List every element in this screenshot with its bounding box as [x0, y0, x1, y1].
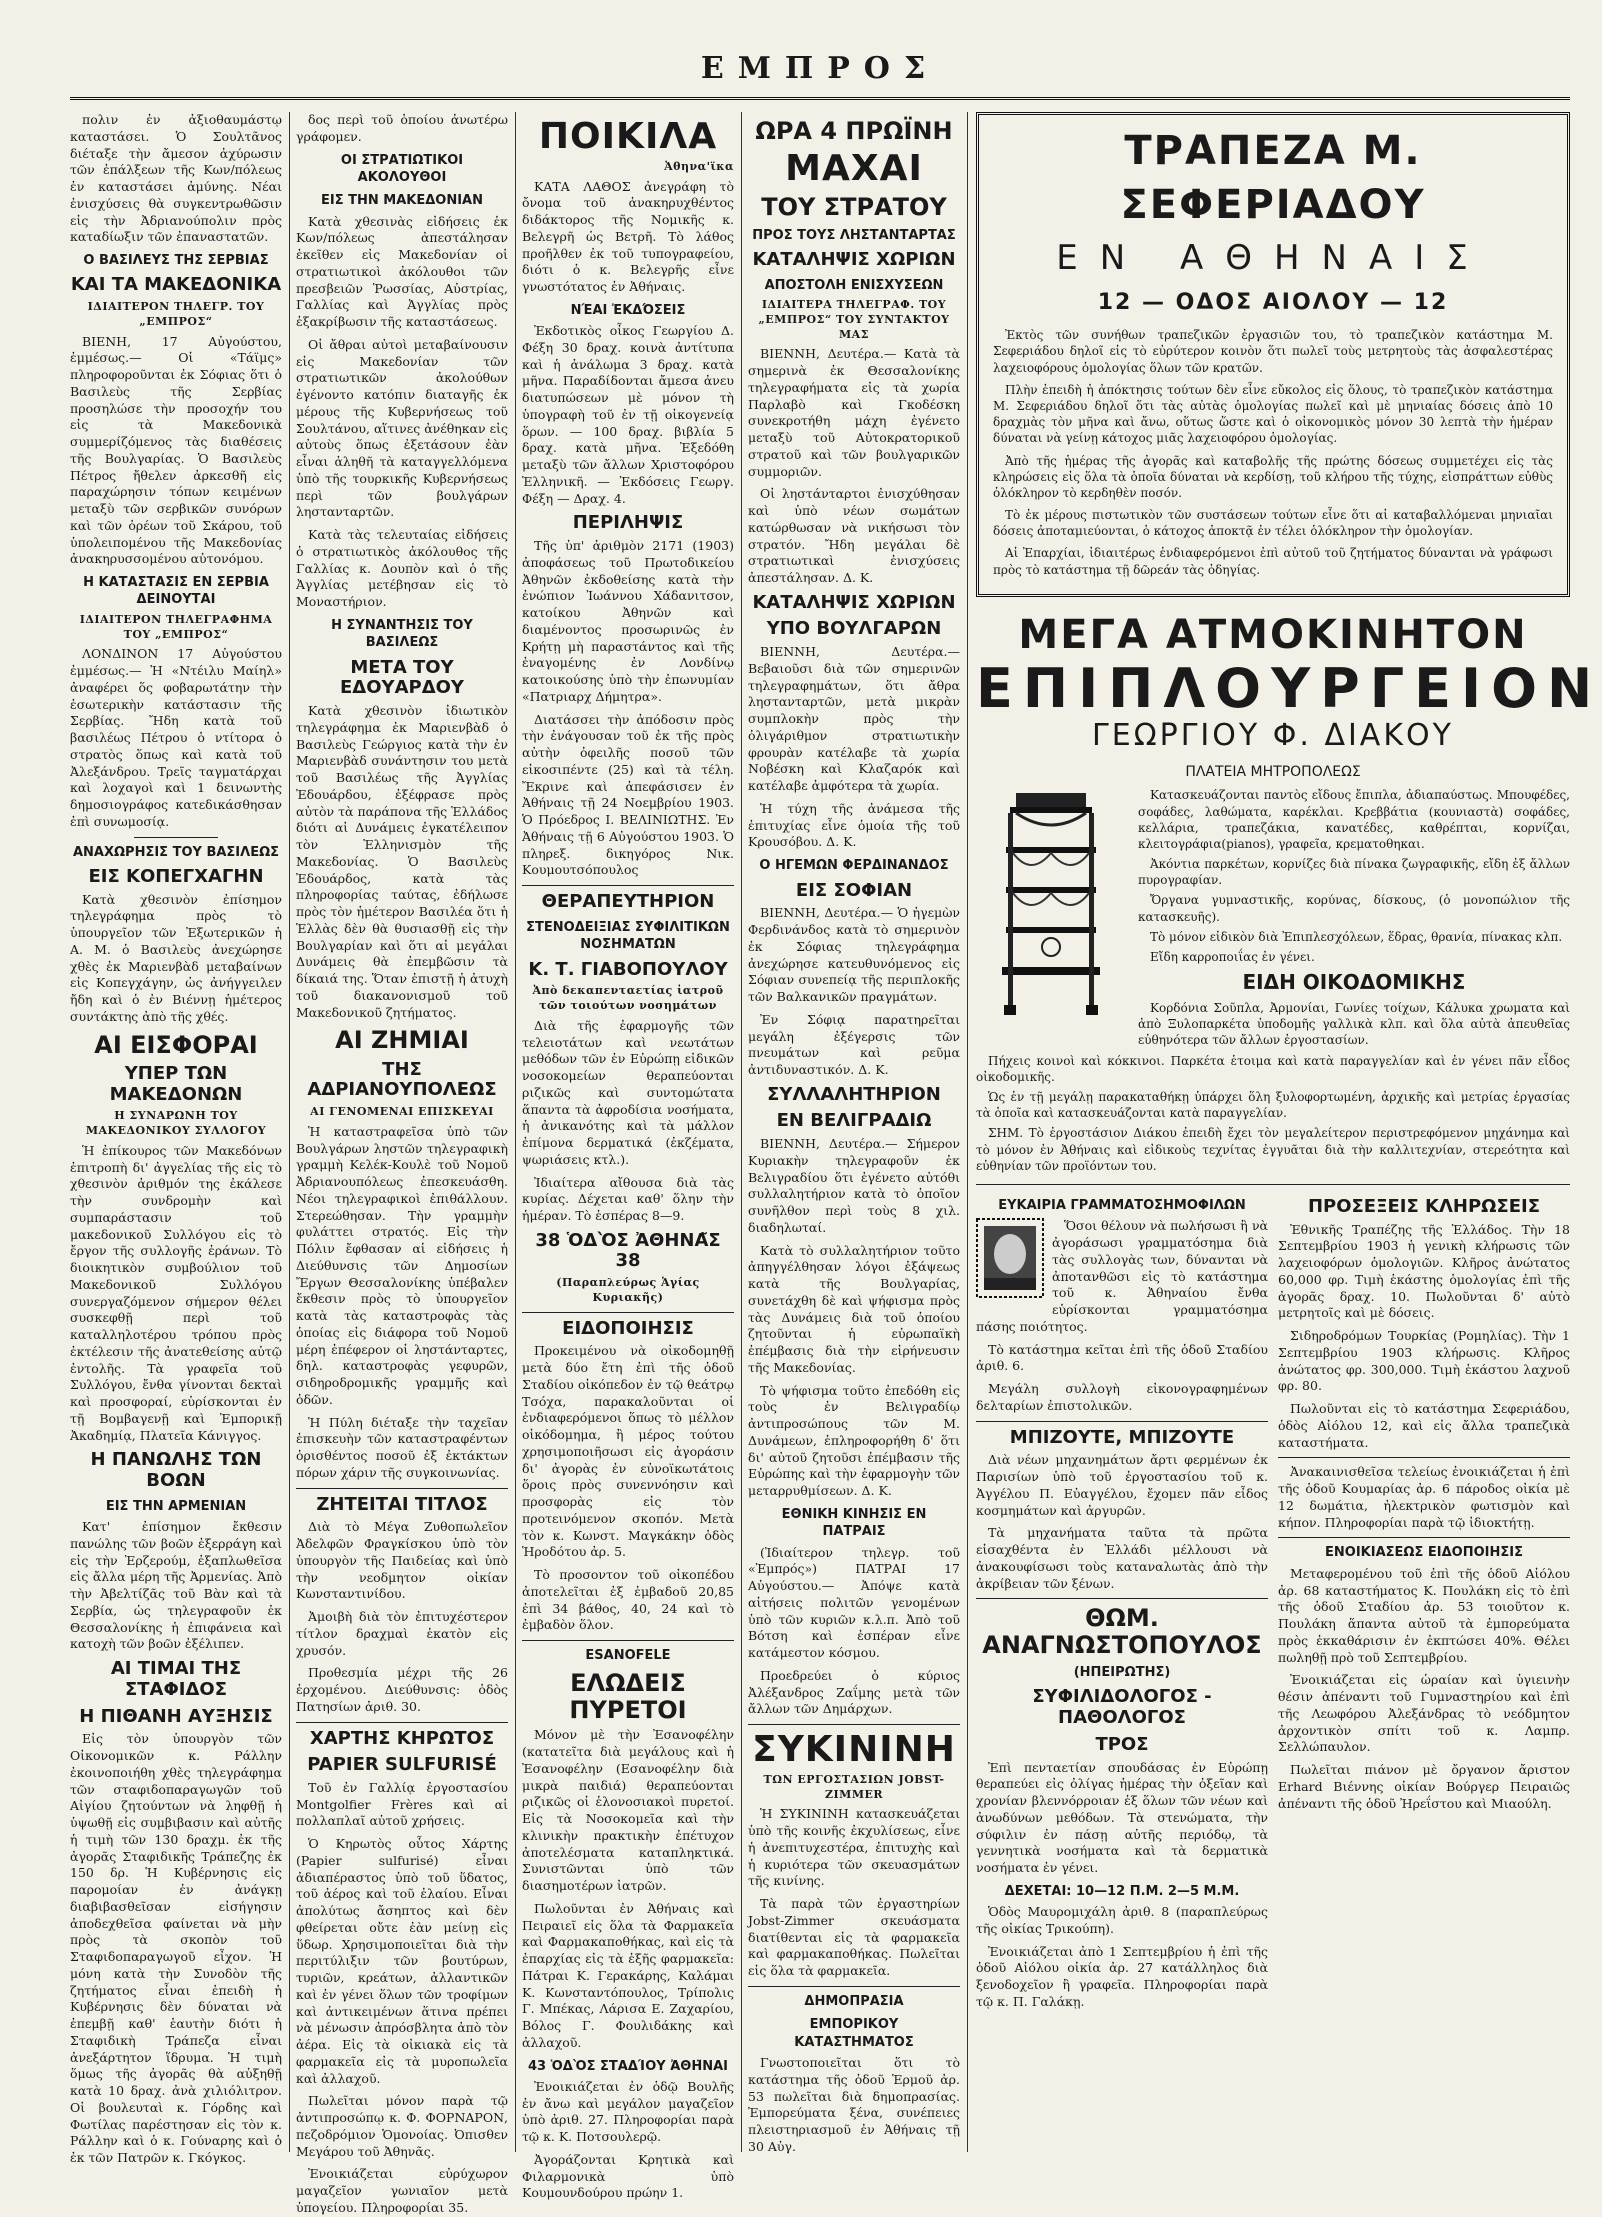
headline: ΠΟΙΚΙΛΑ	[538, 116, 718, 157]
headline: Η ΣΥΝΑΝΤΗΣΙΣ ΤΟΥ ΒΑΣΙΛΕΩΣ	[331, 617, 473, 651]
headline: ΕΝΟΙΚΙΑΣΕΩΣ ΕΙΔΟΠΟΙΗΣΙΣ	[1325, 1545, 1523, 1561]
headline: ΔΗΜΟΠΡΑΣΙΑ	[804, 1993, 904, 2009]
ad-text: Ἀνακαινισθεῖσα τελείως ἐνοικιάζεται ἡ ἐπὶ τῆς ὁδοῦ Κουμαρίας ἀρ. 6 πάροδος οἰκία μὲ 12 δωμάτια, ἠλεκτρικὸν φωτισμὸν καὶ κήπον. Πληροφορίαι παρὰ τῷ ἰδιοκτήτῃ.	[1278, 1464, 1570, 1530]
headline: ΜΑΧΑΙ	[785, 148, 923, 190]
article-text: ΒΙΕΝΝΗ, Δευτέρα.— Βεβαιοῦσι διὰ τῶν σημερινῶν τηλεγραφημάτων, ὅτι ἄθρα ληστανταρτῶν, μετὰ μικρὰν συμπλοκὴν πρὸς τὴν ὀλιγάριθμον στρατιωτικὴν φρουρὰν κατέλαβε τὰ χωρία Νοβέσκη καὶ Κλαζαρόκ καὶ κατέλαβε ἀμφότερα τὰ χωρία.	[748, 644, 960, 794]
office-hours: ΔΕΧΕΤΑΙ: 10—12 Π.Μ. 2—5 Μ.Μ.	[1004, 1883, 1240, 1899]
headline: ΕΥΚΑΙΡΙΑ ΓΡΑΜΜΑΤΟΣΗΜΟΦΙΛΩΝ	[998, 1197, 1246, 1213]
ad-text: Ἐνοικιάζεται ἀπὸ 1 Σεπτεμβρίου ἡ ἐπὶ τῆς ὁδοῦ Αἰόλου οἰκία ἀρ. 27 κατάλληλος διὰ ξενοδοχεῖον ἢ γραφεῖα. Πληροφορίαι παρὰ τῷ κ. Π. Γαλάκῃ.	[976, 1943, 1268, 2009]
headline: ΜΕΤΑ ΤΟΥ ΕΔΟΥΑΡΔΟΥ	[340, 656, 464, 699]
article-text: Οἱ ληστάνταρτοι ἐνισχύθησαν καὶ ὑπὸ νέων σωμάτων κατώρθωσαν νὰ νικήσωσι τὸν στρατόν. Ἤδη μεγάλαι δὲ στρατιωτικαὶ ἐνισχύσεις ἀπεστάλησαν. Δ. Κ.	[748, 486, 960, 586]
ad-text: Ὄργανα γυμναστικῆς, κορύνας, δίσκους, (ὁ μονοπώλιον τῆς κατασκευῆς).	[1138, 893, 1570, 924]
divider	[976, 1421, 1268, 1422]
headline: ΕΛΩΔΕΙΣ ΠΥΡΕΤΟΙ	[569, 1669, 687, 1724]
ad-text: Προθεσμία μέχρι τῆς 26 ἐρχομένου. Διεύθυνσις: ὁδὸς Πατησίων ἀριθ. 30.	[296, 1665, 508, 1714]
article-text: Τῆς ὑπ' ἀριθμὸν 2171 (1903) ἀποφάσεως τοῦ Πρωτοδικείου Ἀθηνῶν ἐκδοθείσης κατὰ τὴν ἐνώπιον Ἰωάννου Χάδανιτσον, κατοίκου Ἀθηνῶν καὶ διαμένοντος προσωρινῶς ἐν Κρήτῃ μὴ παραστάντος καὶ τῆς ἐναγομένης ἐν Λονδίνῳ κατοικούσης ὑπὸ τὴν ἐπωνυμίαν «Πατριαρχ Δήμητρα».	[522, 538, 734, 704]
ads-left	[976, 1191, 1268, 2017]
ad-text: Τοῦ ἐν Γαλλίᾳ ἐργοστασίου Montgolfier Frères καὶ αἱ πολλαπλαῖ αὐτοῦ χρήσεις.	[296, 1779, 508, 1829]
headline: ΘΩΜ. ΑΝΑΓΝΩΣΤΟΠΟΥΛΟΣ	[982, 1604, 1262, 1659]
headline: Η ΚΑΤΑΣΤΑΣΙΣ ΕΝ ΣΕΡΒΙΑ ΔΕΙΝΟΥΤΑΙ	[83, 575, 269, 608]
article-text: ΛΟΝΔΙΝΟΝ 17 Αὐγούστου ἐμμέσως.— Ἡ «Ντέιλυ Μαίηλ» ἀναφέρει ὅς φοβαρωτάτην τὴν ἐσωτερικὴν κατάστασιν τῆς Σερβίας. Ἤδη κατὰ τοῦ βασιλέως Πέτρου ὁ ντίτορα ὁ στρατὸς ὅπως καὶ κατὰ τοῦ Ἀλεξάνδρου. Τρεῖς ταγματάρχαι καὶ λοχαγοὶ καὶ 1 δεινωντὴς δημοσιογράφος κατεδικάσθησαν ἐπὶ συνωμοσίᾳ.	[70, 646, 282, 829]
article-text: Διατάσσει τὴν ἀπόδοσιν πρὸς τὴν ἐνάγουσαν τοῦ ἐκ τῆς πρὸς αὐτὴν ὀφειλῆς ποσοῦ τῶν εἰκοσιπέντε (25) καὶ τὰ τέλη. Ἔκρινε καὶ ἀπεφάσισεν ἐν Ἀθήναις τῇ 24 Νοεμβρίου 1903. Ὁ Πρόεδρος Ι. ΒΕΛΙΝΙΩΤΗΣ. Ἐν Ἀθήναις τῇ 6 Αὐγούστου 1903. Ὁ πληρεξ. δικηγόρος Νικ. Κουμουτσόπουλος	[522, 711, 734, 878]
subheading: ΙΔΙΑΙΤΕΡΟΝ ΤΗΛΕΓΡΑΦΗΜΑ ΤΟΥ „ΕΜΠΡΟΣ“	[79, 612, 273, 641]
column-rule	[967, 112, 968, 2152]
address: 38 ὉΔῸΣ ἈΘΗΝΑ͂Σ 38	[535, 1229, 721, 1272]
divider	[748, 1724, 960, 1725]
ad-text: Τὸ ἐκ μέρους πιστωτικὸν τῶν συστάσεων τούτων εἶνε ὅτι αἱ καταβαλλόμεναι μηνιαῖαι δόσεις ἀποταμιεύονται, ὁ κάτοχος ἀποκτᾷ ἐν τέλει ὁλόκληρον τὴν ὁμολογίαν.	[993, 508, 1553, 539]
masthead	[70, 40, 1570, 100]
divider	[296, 1722, 508, 1723]
article-text: Κατ' ἐπίσημον ἔκθεσιν πανώλης τῶν βοῶν ἐξερράγη καὶ εἰς τὴν Ἐρζερούμ, ἐξαπλωθεῖσα εἰς ἄλλα μέρη τῆς Ἀρμενίας. Ἀπὸ τὴν Ἀβελτίζᾶς τοῦ Βὰν καὶ τὰ Σερβία, ὡς τηλεγραφοῦν ἐκ Θεσσαλονίκης ἡ ἐπιφάνεια καὶ κατοχὴ τῶν βοῶν ἐξέλιπεν.	[70, 1519, 282, 1652]
headline: ΝΈΑΙ ἘΚΔΌΣΕΙΣ	[570, 302, 686, 318]
headline: ΣΤΕΝΟΔΕΙΞΙΑΣ ΣΥΦΙΛΙΤΙΚΩΝ ΝΟΣΗΜΑΤΩΝ	[526, 919, 730, 953]
bank-address: 12 — ΟΔΟΣ ΑΙΟΛΟΥ — 12	[1097, 289, 1449, 315]
headline: ESANOFELE	[585, 1648, 671, 1664]
address: 43 ὉΔῸΣ ΣΤΑΔΊΟΥ ἈΘΗ͂ΝΑΙ	[527, 2058, 728, 2074]
headline: ΕΝ ΒΕΛΙΓΡΑΔΙΩ	[776, 1110, 932, 1132]
headline: ΣΥΚΙΝΙΝΗ	[752, 1729, 956, 1771]
shop-location: ΠΛΑΤΕΙΑ ΜΗΤΡΟΠΟΛΕΩΣ	[1185, 763, 1361, 780]
ad-text: Αἱ Ἐπαρχίαι, ἰδιαιτέρως ἐνδιαφερόμενοι ἐπὶ αὐτοῦ τοῦ ζητήματος δύνανται νὰ γράφωσι πρὸς τὸ κατάστημα τῇ δῶρεάν τὰς ὁδηγίας.	[993, 546, 1553, 577]
ad-text: Ἐνοικιάζεται ἐν ὁδῷ Βουλῆς ἐν ἄνω καὶ μεγάλον μαγαζεῖον ὑπὸ ἀριθ. 27. Πληροφορίαι παρὰ τῷ κ. Κ. Ποτσουλερῷ.	[522, 2078, 734, 2145]
headline: ΑΝΑΧΩΡΗΣΙΣ ΤΟΥ ΒΑΣΙΛΕΩΣ	[72, 844, 280, 860]
ad-text: Μεγάλη συλλογὴ εἰκονογραφημένων δελταρίων ἐπιστολικῶν.	[976, 1381, 1268, 1413]
article-text: Προκειμένου νὰ οἰκοδομηθῇ μετὰ δύο ἔτη ἐπὶ τῆς ὁδοῦ Σταδίου οἰκόπεδον ἐν τῷ θεάτρῳ Τσόχα, παρακαλοῦνται οἱ ἐνδιαφερόμενοι ὅπως τὸ μέλλον οἰκόδομημα, ἢ μέρος τούτου χρησιμοποιῆσωσι εἰς ἀγοράσιν δι' ἀγορὰς ἐν εὐνοϊκωτάτοις ὅροις πρὸς συνεννόησιν καὶ προσφορὰς εἰς τὸν προτεινόμενον σκοπόν. Μετὰ τὸν κ. Κωνστ. Μαγκάκην ὁδὸς Ἡροδότου ἀρ. 5.	[522, 1343, 734, 1560]
headline: ΤΡΟΣ	[1095, 1733, 1149, 1755]
bank-city: ΕΝ ΑΘΗΝΑΙΣ	[1056, 238, 1490, 279]
ad-text: Ὡς ἐν τῇ μεγάλῃ παρακαταθήκῃ ὑπάρχει ὅλη ξυλοφορτωμένη, ἀρχικῆς καὶ μετρίας ἐργασίας τὰ ὁποῖα καὶ κατασκευάζονται κατὰ παραγγελίαν.	[976, 1089, 1570, 1121]
headline: ΕΙΔΟΠΟΙΗΣΙΣ	[562, 1317, 694, 1339]
headline: ΕΙΣ ΚΟΠΕΓΧΑΓΗΝ	[88, 866, 264, 887]
headline: ΤΗΣ ΑΔΡΙΑΝΟΥΠΟΛΕΩΣ	[307, 1058, 497, 1101]
headline: ΕΘΝΙΚΗ ΚΙΝΗΣΙΣ ΕΝ ΠΑΤΡΑΙΣ	[781, 1506, 927, 1540]
ad-text: Ἡ ΣΥΚΙΝΙΝΗ κατασκευάζεται ὑπὸ τῆς κοινῆς ἐκχυλίσεως, εἶνε ἡ ἀνεπιτυχεστέρα, ἐπιτυχὴς καὶ ἡ κυριότερα τῶν σκευασμάτων τῆς κινίνης.	[748, 1806, 960, 1889]
article-text: Ἐκδοτικὸς οἶκος Γεωργίου Δ. Φέξη 30 δραχ. κοινὰ ἀντίτυπα καὶ ἡ ἀνάλωμα 3 δραχ. κατὰ μῆνα. Παραδίδονται ἄμεσα ἀνευ διατυπώσεων μὲ μόνον τὴ ὑπογραφὴ τοῦ ἐν τῇ οἰκογενείᾳ ὅρων. — 100 δραχ. βιβλία 5 δραχ. κατὰ μῆνα. Ἐξεδόθη μεταξὺ τῶν ἄλλων Χριστοφόρου Ἑλληνικῆ. — Ἐκδόσεις Γεωργ. Φέξη — Δραχ. 4.	[522, 323, 734, 506]
subheading: Η ΣΥΝΑΡΩΝΗ ΤΟΥ ΜΑΚΕΔΟΝΙΚΟΥ ΣΥΛΛΟΓΟΥ	[85, 1109, 267, 1138]
bank-title: ΤΡΑΠΕΖΑ Μ. ΣΕΦΕΡΙΑΔΟΥ	[1120, 128, 1426, 228]
ad-text: Ἐνοικιάζεται εἰς ὡραίαν καὶ ὑγιεινὴν θέσιν ἀπέναντι τοῦ Γυμναστηρίου καὶ ἐπὶ τῆς Λεωφόρου Ἀλεξάνδρας τὸ νεόδμητον ἀρχοντικὸν σπίτι τοῦ κ. Λαμπρ. Σελλώπαυλον.	[1278, 1672, 1570, 1755]
article-text: Τὸ ψήφισμα τοῦτο ἐπεδόθη εἰς τοὺς ἐν Βελιγραδίῳ ἀντιπροσώπους τῶν Μ. Δυνάμεων, ἐπληροφορήθη δ' ὅτι δι' αὐτοῦ ζητοῦσι ἐπέμβασιν τῆς Εὐρώπης καὶ τὴν ἐφαρμογὴν τῶν μεταρρυθμίσεων. Δ. Κ.	[748, 1382, 960, 1499]
divider	[522, 1640, 734, 1641]
headline: Κ. Τ. ΓΙΑΒΟΠΟΥΛΟΥ	[528, 958, 728, 980]
ad-text: Διὰ τῆς ἐφαρμογῆς τῶν τελειοτάτων καὶ νεωτάτων μεθόδων τῶν ἐν Εὐρώπῃ εἰδικῶν νοσοκομείων θεραπεύονται ριζικῶς καὶ συντομώτατα ἅπαντα τὰ ἀφροδίσια νοσήματα, ἡ ἀνικανότης καὶ τὰ μάλλον ἐπίμονα δερματικά (ἐκζέματα, ψωριάσεις κτλ.).	[522, 1017, 734, 1167]
ad-text: Πωλοῦνται ἐν Ἀθήναις καὶ Πειραιεῖ εἰς ὅλα τὰ Φαρμακεῖα καὶ Φαρμακαποθήκας, καὶ εἰς τὰ ἐπαρχίας εἰς τὰ ἑξῆς φαρμακεῖα: Πάτραι Κ. Γερακάρης, Καλάμαι Κ. Κωνσταντόπουλος, Τρίπολις Γ. Μπέκας, Λάρισα Ε. Ζαχαρίου, Βόλος Γ. Φουλιδάκης καὶ ἀλλαχοῦ.	[522, 1900, 734, 2050]
newspaper-title: ΕΜΠΡΟΣ	[700, 51, 940, 86]
headline: ΠΡΟΣΕΞΕΙΣ ΚΛΗΡΩΣΕΙΣ	[1307, 1195, 1541, 1217]
shop-section-title: ΕΙΔΗ ΟΙΚΟΔΟΜΙΚΗΣ	[1242, 970, 1466, 995]
subheading: ΙΔΙΑΙΤΕΡΟΝ ΤΗΛΕΓΡ. ΤΟΥ „ΕΜΠΡΟΣ“	[87, 300, 265, 328]
headline: Ο ΒΑΣΙΛΕΥΣ ΤΗΣ ΣΕΡΒΙΑΣ	[83, 253, 269, 268]
article-text: Ἡ καταστραφεῖσα ὑπὸ τῶν Βουλγάρων ληστῶν τηλεγραφικὴ γραμμὴ Κελέκ-Κουλὲ τοῦ Νομοῦ Ἀδριανουπόλεως ἐπεσκευάσθη. Νέοι τηλεγραφικοὶ ἐπιθάλλουν. Στερεώθησαν. Τὴν γραμμὴν φυλάττει στρατός. Εἰς τὴν Πόλιν ἔφθασαν αἱ εἰδήσεις ἡ Διεύθυνσις τῶν Δημοσίων Ἔργων Θεσσαλονίκης ὑπέβαλεν ἔκθεσιν πρὸς τὸ ὑπουργεῖον κατὰ τὰς καταστροφὰς τὰς ὁποίας εἰς διάφορα τοῦ Νομοῦ μέρη ἐπέφερον οἱ ληστάνταρτες, δηλ. καταστροφὰς γεφυρῶν, σιδηροδρομικῆς γραμμῆς καὶ ὁδῶν.	[296, 1123, 508, 1407]
article-text: πολιν ἐν ἀξιοθαυμάστῳ καταστάσει. Ὁ Σουλτᾶνος διέταξε τὴν ἄμεσον ἀχύρωσιν τῶν ἐπάλξεων τῆς Κων/πόλεως ἐν καταστάσει ἀμύνης. Νέαι ἐνισχύσεις θὰ συγκεντρωθῶσιν εἰς τὴν Ἀδριανούπολιν πρὸς καταδίωξιν τῶν ἐπαναστατῶν.	[70, 112, 282, 245]
column-5-ads	[976, 112, 1602, 2152]
article-text: Κατὰ τὰς τελευταίας εἰδήσεις ὁ στρατιωτικὸς ἀκόλουθος τῆς Γαλλίας κ. Δουπὸν καὶ ὁ τῆς Ἀγγλίας μετέβησαν εἰς τὸ Μοναστήριον.	[296, 527, 508, 610]
headline: Η ΠΑΝΩΛΗΣ ΤΩΝ ΒΟΩΝ	[90, 1449, 262, 1492]
shop-title: ΕΠΙΠΛΟΥΡΓΕΙΟΝ	[976, 657, 1602, 721]
ad-text: Κατασκευάζονται παντὸς εἴδους ἔπιπλα, ἀδιαπαύστως. Μπουφέδες, σοφάδες, λαθώματα, καρέκλαι. Κρεββάτια (κουνιαστὰ) σοφάδες, κελλάρια, τραπεζάκια, κανατέδες, καθρέπται, κορνίζαι, κλειτογράφια(pianos), γραφεῖα, κρεματοθηκαι.	[1138, 788, 1570, 851]
column-rule	[289, 112, 290, 2152]
ad-text: Τὸ κατάστημα κεῖται ἐπὶ τῆς ὁδοῦ Σταδίου ἀριθ. 6.	[976, 1341, 1268, 1374]
headline: ΚΑΤΑΛΗΨΙΣ ΧΩΡΙΩΝ	[752, 248, 956, 270]
ad-text: Ἰδιαίτερα αἴθουσα διὰ τὰς κυρίας. Δέχεται καθ' ὅλην τὴν ἡμέραν. Τὸ ἑσπέρας 8—9.	[522, 1174, 734, 1224]
ad-text: Ἀπὸ τῆς ἡμέρας τῆς ἀγορᾶς καὶ καταβολῆς τῆς πρώτης δόσεως συμμετέχει εἰς τὰς κληρώσεις εἰς ὅλα τὰ ὁποῖα δύναται νὰ κερδίσῃ, τοῦ κλήρου τῆς τύχης, εἰσπράττων εὐθὺς ὁλόκληρον τὸ κερδηθὲν ποσόν.	[993, 453, 1553, 500]
ad-text: Σιδηροδρόμων Τουρκίας (Ρομηλίας). Τὴν 1 Σεπτεμβρίου 1903 κλήρωσις. Κλῆρος ἀνώτατος φρ. 300,000. Τιμὴ ἑκάστου λαχνοῦ φρ. 80.	[1278, 1328, 1570, 1394]
headline: ΠΕΡΙΛΗΨΙΣ	[572, 512, 684, 534]
article-text: ΒΙΕΝΝΗ, Δευτέρα.— Ὁ ἡγεμὼν Φερδινάνδος κατὰ τὸ σημερινὸν ἐκ Σόφιας τηλεγράφημα ἀνεχώρησε κατευθυνόμενος εἰς Σόφιαν συνεπείᾳ τῆς περιπλοκῆς τῶν Βαλκανικῶν πραγμάτων.	[748, 905, 960, 1004]
headline: ΚΑΤΑΛΗΨΙΣ ΧΩΡΙΩΝ	[752, 591, 956, 613]
ads-right	[1278, 1191, 1570, 2017]
shop-owner: ΓΕΩΡΓΙΟΥ Φ. ΔΙΑΚΟΥ	[1092, 718, 1454, 754]
subheading: (Παραπλεύρως Ἁγίας Κυριακῆς)	[556, 1276, 700, 1304]
article-text: (Ἰδιαίτερον τηλεγρ. τοῦ «Ἐμπρός») ΠΑΤΡΑΙ 17 Αὐγούστου.— Ἀπόψε κατὰ αἰτήσεις πολιτῶν γενομένων ὑπὸ τῶν κυριῶν κ.λ.π. Ἀπὸ τοῦ Βότση καὶ ἐσπέραν εἶνε κατάμεστον κόσμου.	[748, 1544, 960, 1661]
ad-text: Ἀμοιβὴ διὰ τὸν ἐπιτυχέστερον τίτλον δραχμαὶ ἑκατὸν εἰς χρυσόν.	[296, 1609, 508, 1658]
ad-text: Ἐπὶ πενταετίαν σπουδάσας ἐν Εὐρώπῃ θεραπεύει εἰς ὀλίγας ἡμέρας τὴν ὀξεῖαν καὶ χρονίαν βλεννόρροιαν ἐξ ὅλων τῶν νέων καὶ ἀνωδύνων μεθόδων. Τὰ στενώματα, τὴν σύφιλιν ἐν πάσῃ αὐτῆς περιόδῳ, τὰ γεννητικὰ νοσήματα καὶ τὰ δερματικὰ νοσήματα ἐν γένει.	[976, 1759, 1268, 1875]
postage-stamp-illustration	[976, 1218, 1044, 1298]
ads-two-column	[976, 1191, 1570, 2017]
column-2	[296, 112, 508, 2215]
subheading: Ἀπὸ δεκαπενταετίας ἰατροῦ τῶν τοιούτων νοσημάτων	[532, 984, 724, 1013]
ad-text: Πήχεις κοινοὶ καὶ κόκκινοι. Παρκέτα ἑτοιμα καὶ κατὰ παραγγελίαν καὶ ἐν γένει πᾶν εἶδος οἰκοδομικῆς.	[976, 1053, 1570, 1084]
article-text: Κατὰ χθεσινὰς εἰδήσεις ἐκ Κων/πόλεως ἀπεστάλησαν ἐκεῖθεν εἰς Μακεδονίαν οἱ στρατιωτικοὶ ἀκόλουθοι τῶν πρεσβειῶν Ῥωσσίας, Αὐστρίας, Γαλλίας καὶ Ἀγγλίας πρὸς ἐξακρίβωσιν τῆς καταστάσεως.	[296, 213, 508, 330]
ad-text: ΣΗΜ. Τὸ ἐργοστάσιον Διάκου ἐπειδὴ ἔχει τὸν μεγαλείτερον περιστρεφόμενον μηχάνημα καὶ τὸ μόνον ἐν Ἀθήναις καὶ εἰδικοὺς τεχνίτας ἐγγυᾶται διὰ τὴν καλλιτεχνίαν, στερεότητα καὶ εὐθηνίαν τῶν προϊόντων του.	[976, 1126, 1570, 1173]
article-text: ΒΙΕΝΗ, 17 Αὐγούστου, ἐμμέσως.— Οἱ «Τάϊμς» πληροφοροῦνται ἐκ Σόφιας ὅτι ὁ Βασιλεὺς τῆς Σερβίας προσηλώσε τὴν προσοχήν του εἰς τὰ Μακεδονικὰ συμμερίζόμενος τὰς διαθέσεις τῆς Βουλγαρίας. Ὁ Βασιλεὺς Πέτρος ἤθελεν ἀρκεσθῆ εἰς παραχώρησιν τόπων κειμένων μεταξὺ τῶν σερβικῶν συνόρων καὶ τῶν ὀρέων τοῦ Σκάρου, τοῦ ὑπολειπομένου τῆς Μακεδονίας ἀνακηρυσσομένου αὐτονόμου.	[70, 333, 282, 567]
headline: ΘΕΡΑΠΕΥΤΗΡΙΟΝ	[541, 891, 715, 913]
headline: ΚΑΙ ΤΑ ΜΑΚΕΔΟΝΙΚΑ	[70, 274, 282, 296]
divider	[976, 1184, 1570, 1185]
divider	[1278, 1457, 1570, 1458]
headline: ΖΗΤΕΙΤΑΙ ΤΙΤΛΟΣ	[316, 1493, 488, 1515]
ad-text: Διὰ νέων μηχανημάτων ἄρτι φερμένων ἐκ Παρισίων ὑπὸ τοῦ ἐργοστασίου τοῦ κ. Ἀγγέλου Π. Εὐαγγέλου, ἔχομεν πᾶν εἶδος κοσμημάτων καὶ ἀργυρῶν.	[976, 1452, 1268, 1518]
headline: ΕΙΣ ΤΗΝ ΑΡΜΕΝΙΑΝ	[105, 1498, 247, 1514]
subheading: Ἀθηνα'ϊκα	[664, 159, 734, 173]
article-text: Κατὰ χθεσινὸν ἰδιωτικὸν τηλεγράφημα ἐκ Μαριενβὰδ ὁ Βασιλεὺς Γεώργιος κατὰ τὴν ἐν Μαριενβὰδ συνάντησιν του μετὰ τοῦ Βασιλέως τῆς Ἀγγλίας Ἐδουάρδου, ἐξέφρασε πρὸς αὐτὸν τὰ παράπονα τῆς Ἑλλάδος διότι αἱ Δυνάμεις ἐγκατέλειπον τὸν Ἑλληνισμὸν τῆς Μακεδονίας. Ὁ Βασιλεὺς Ἐδουάρδος, κατὰ τὰς πληροφορίας ταύτας, ἐδήλωσε πρὸς τὸν ἡμέτερον Βασιλέα ὅτι ἡ Ἑλλὰς δὲν θὰ θυσιασθῇ εἰς τὴν Βουλγαρίαν καὶ ὅτι αἱ μεγάλαι Δυνάμεις θὰ ἐπεμβῶσιν τὰ δίκαιά της. Ὅταν ἐπιστῇ ἡ ἀτυχὴ τοῦ διακανονισμοῦ τοῦ Μακεδονικοῦ ζητήματος.	[296, 703, 508, 1020]
furniture-illustration	[976, 787, 1126, 1017]
headline: ΧΑΡΤΗΣ ΚΗΡΩΤΟΣ	[309, 1727, 495, 1749]
headline: ΤΟΥ ΣΤΡΑΤΟΥ	[761, 193, 947, 222]
article-text: Ἡ Πύλη διέταξε τὴν ταχεῖαν ἐπισκευὴν τῶν καταστραφέντων ὁρισθέντος ποσοῦ ἐξ ἐκτάκτων πόρων χάριν τῆς συγκοινωνίας.	[296, 1414, 508, 1480]
ad-text: Πωλοῦνται εἰς τὸ κατάστημα Σεφεριάδου, ὁδὸς Αἰόλου 12, καὶ εἰς ἄλλα τραπεζικὰ καταστήματα.	[1278, 1401, 1570, 1450]
article-text: ΒΙΕΝΝΗ, Δευτέρα.— Κατὰ τὰ σημερινὰ ἐκ Θεσσαλονίκης τηλεγραφήματα εἰς τὰ χωρία Παρλαβὸ καὶ Γκοδέσκη συνεκροτήθη μάχη ἐγένετο μεταξὺ τοῦ Αὐτοκρατορικοῦ στρατοῦ καὶ τῶν βουλγαρικῶν συμμοριῶν.	[748, 346, 960, 479]
article-text: δος περὶ τοῦ ὁποίου ἀνωτέρω γράφομεν.	[296, 112, 508, 144]
headline: ΑΙ ΤΙΜΑΙ ΤΗΣ ΣΤΑΦΙΔΟΣ	[110, 1658, 242, 1700]
headline: ΠΡΟΣ ΤΟΥΣ ΛΗΣΤΑΝΤΑΡΤΑΣ	[752, 227, 956, 243]
headline: Η ΠΙΘΑΝΗ ΑΥΞΗΣΙΣ	[79, 1705, 273, 1727]
column-rule	[741, 112, 742, 2152]
ad-text: Πωλεῖται πιάνον μὲ ὄργανον ἄριστον Erhard Βιέννης οἰκίαν Βούργερ Πειραιῶς ἀπέναντι τῆς ὁδοῦ Ἠρεΐστου καὶ Μιαούλη.	[1278, 1762, 1570, 1811]
headline: ΣΥΛΛΑΛΗΤΗΡΙΟΝ	[767, 1083, 941, 1105]
headline: ΑΙ ΕΙΣΦΟΡΑΙ	[94, 1030, 258, 1059]
headline: ΟΙ ΣΤΡΑΤΙΩΤΙΚΟΙ ΑΚΟΛΟΥΘΟΙ	[340, 152, 464, 185]
ad-text: Μόνον μὲ τὴν Ἐσανοφέλην (κατατεῖτα διὰ μεγάλους καὶ ἡ Ἐσανοφέλην (Εσανοφέλην διὰ μικρὰ παιδιά) θεραπεύονται ριζικῶς οἱ ἑλονοσιακοὶ πυρετοί. Εἰς τὰ Νοσοκομεῖα καὶ τὴν κλινικὴν πρακτικὴν ἐπέτυχον ἀποτελέσματα καταπληκτικά. Συνιστῶνται ὑπὸ τῶν διασημοτέρων ἰατρῶν.	[522, 1727, 734, 1893]
shop-title: ΜΕΓΑ ΑΤΜΟΚΙΝΗΤΟΝ	[1018, 611, 1528, 658]
headline: ΜΠΙΖΟΥΤΕ, ΜΠΙΖΟΥΤΕ	[1009, 1426, 1235, 1448]
divider	[296, 1488, 508, 1489]
subheading: ΑΙ ΓΕΝΟΜΕΝΑΙ ΕΠΙΣΚΕΥΑΙ	[310, 1105, 494, 1119]
newspaper-page	[70, 40, 1602, 2215]
article-text: Τὸ προσοντον τοῦ οἰκοπέδου ἀποτελεῖται ἐξ ἐμβαδοῦ 20,85 ἐπὶ 34 βάθος, 40, 24 καὶ τὸ ἐμβαδὸν ὅλον.	[522, 1567, 734, 1633]
article-text: ΚΑΤΑ ΛΑΘΟΣ ἀνεγράφη τὸ ὄνομα τοῦ ἀνακηρυχθέντος διδάκτορος τῆς Νομικῆς κ. Βελεγρῆ ὡς Βετρῆ. Τὸ λάθος προῆλθεν ἐκ τοῦ τυπογραφείου, διότι ὁ κ. Βελεγρῆς εἶνε γνωστότατος ἐν Ἀθήναις.	[522, 178, 734, 295]
divider	[976, 1598, 1268, 1599]
subheading: ΤΩΝ ΕΡΓΟΣΤΑΣΙΩΝ JOBST-ZIMMER	[763, 1772, 945, 1801]
article-text: Ἡ ἐπίκουρος τῶν Μακεδόνων ἐπιτροπὴ δι' ἀγγελίας τῆς εἰς τὸ χθεσινὸν ἀριθμόν της ἐκάλεσε τὴν συνδρομὴν καὶ συμπαράστασιν τοῦ μακεδονικοῦ Συλλόγου εἰς τὸ ἔργον τῆς συλλογῆς ἐράνων. Τὸ διοικητικὸν συμβούλιον τοῦ Μακεδονικοῦ Συλλόγου συνεργαζόμενον σήμερον θέλει συσκεφθῇ περὶ τοῦ καταλληλοτέρου τρόπου πρὸς ἐκτέλεσιν τῆς ἀνατεθείσης αὐτῷ ἐντολῆς. Τὰ γραφεῖα τοῦ Συλλόγου, ἔνθα γίνονται δεκταὶ καὶ προσφοραί, εὑρίσκονται ἐν τῇ Βομβαγενῇ καὶ Ἐμπορικῇ Ἀκαδημίᾳ, Πλατεῖα Κάνιγγος.	[70, 1142, 282, 1443]
headline: ΕΙΣ ΣΟΦΙΑΝ	[795, 879, 913, 901]
subheading: ΙΔΙΑΙΤΕΡΑ ΤΗΛΕΓΡΑΦ. ΤΟΥ „ΕΜΠΡΟΣ“ ΤΟΥ ΣΥΝΤΑΚΤΟΥ ΜΑΣ	[758, 298, 950, 341]
bank-advertisement	[976, 112, 1570, 597]
ad-text: Πωλεῖται μόνον παρὰ τῷ ἀντιπροσώπῳ κ. Φ. ΦΟΡΝΑΡΟΝ, πεζοδρόμιον Ὁμονοίας. Ὀπισθεν Μεγάρου τοῦ Ἀθηνᾶς.	[296, 2093, 508, 2159]
ad-text: Μεταφερομένου τοῦ ἐπὶ τῆς ὁδοῦ Αἰόλου ἀρ. 68 καταστήματος Κ. Πουλάκη εἰς τὸ ἐπὶ τῆς ὁδοῦ Σταδίου ἀρ. 53 τοιοῦτον κ. Πουλάκη ἅπαντα αὐτοῦ τὰ ἐμπορεύματα πρὸς ἐκκαθάρισιν ἐν ἐκπτώσει 40%. Θέλει πωληθῇ πρὸ τοῦ Σεπτεμβρίου.	[1278, 1565, 1570, 1665]
column-1	[70, 112, 282, 2166]
headline: ΕΙΣ ΤΗΝ ΜΑΚΕΔΟΝΙΑΝ	[321, 193, 483, 209]
headline: ΑΠΟΣΤΟΛΗ ΕΝΙΣΧΥΣΕΩΝ	[764, 277, 944, 293]
headline: ΩΡΑ 4 ΠΡΩΪΝΗ	[755, 117, 953, 145]
article-text: Προεδρεύει ὁ κύριος Ἀλέξανδρος Ζαΐμης μετὰ τῶν ἄλλων τῶν Δημάρχων.	[748, 1667, 960, 1717]
ad-text: Ὅσοι θέλουν νὰ πωλήσωσι ἢ νὰ ἀγοράσωσι γραμματόσημα διὰ τὰς συλλογὰς των, δύνανται νὰ ἀποτανθῶσι εἰς τὸ κατάστημα τοῦ κ. Ἀθηναίου ἔνθα εὑρίσκονται γραμματόσημα πάσης ποιότητος.	[976, 1218, 1268, 1334]
ad-text: Πλὴν ἐπειδὴ ἡ ἀπόκτησις τούτων δὲν εἶνε εὔκολος εἰς ὅλους, τὸ τραπεζικὸν κατάστημα Μ. Σεφεριάδου δηλοῖ ὅτι τὰς αὐτὰς ὁμολογίας πωλεῖ καὶ μὲ μηνιαίας δόσεις ἀπὸ 10 δραχμὰς τὸν μῆνα καὶ ἄνω, οὕτως ὥστε καὶ ὁ οἰκονομικὸς μόνον 30 λεπτὰ τὴν ἡμέραν δύναται νὰ γείνῃ κάτοχος μιᾶς λαχειοφόρου ὁμολογίας.	[993, 382, 1553, 446]
column-4	[748, 112, 960, 2152]
furniture-advertisement	[976, 609, 1602, 1174]
article-text: ΒΙΕΝΝΗ, Δευτέρα.— Σήμερον Κυριακὴν τηλεγραφοῦν ἐκ Βελιγραδίου ὅτι ἐγένετο αὐτόθι συλλαλητήριον κατὰ τὸ ὁποῖον συνῆλθον περὶ τοὺς 8 χιλ. διαδηλωταί.	[748, 1136, 960, 1235]
ad-text: Ἐκτὸς τῶν συνήθων τραπεζικῶν ἐργασιῶν του, τὸ τραπεζικὸν κατάστημα Μ. Σεφεριάδου δηλοῖ εἰς τὸ εὐρύτερον κοινὸν ὅτι πωλεῖ τοὺς μετρητοὺς τὰς ἀσφαλεστέρας λαχειοφόρους ὁμολογίας ὅλων τῶν κρατῶν.	[993, 328, 1553, 375]
headline: Ο ΗΓΕΜΩΝ ΦΕΡΔΙΝΑΝΔΟΣ	[759, 858, 949, 874]
article-text: Ἡ τύχη τῆς ἀνάμεσα τῆς ἐπιτυχίας εἶνε ὁμοία τῆς τοῦ Κρουσόβου. Δ. Κ.	[748, 800, 960, 850]
divider	[1278, 1537, 1570, 1538]
article-text: Κατὰ τὸ συλλαλητήριον τοῦτο ἀπηγγέλθησαν λόγοι ἐξάψεως κατὰ τῆς Βουλγαρίας, συνετάχθη δὲ καὶ ψήφισμα πρὸς τὰς Δυνάμεις διὰ τοῦ ὁποίου ζητοῦνται ἡ εὐρωπαϊκὴ ἐπέμβασις διὰ τὴν εἰρήνευσιν τῆς Μακεδονίας.	[748, 1242, 960, 1375]
ad-text: Ὁδὸς Μαυρομιχάλη ἀριθ. 8 (παραπλεύρως τῆς οἰκίας Τρικούπη).	[976, 1904, 1268, 1936]
headline: ΥΠΕΡ ΤΩΝ ΜΑΚΕΔΟΝΩΝ	[109, 1063, 243, 1105]
ad-text: Ἐνοικιάζεται εὐρύχωρον μαγαζεῖον γωνιαῖον μετὰ ὑπογείου. Πληροφορίαι 35.	[296, 2166, 508, 2215]
ad-text: Ἀγοράζονται Κρητικὰ καὶ Φιλαρμονικὰ ὑπὸ Κουμουνδούρου πρώην 1.	[522, 2151, 734, 2201]
divider	[522, 1312, 734, 1313]
headline: ΥΠΟ ΒΟΥΛΓΑΡΩΝ	[766, 618, 942, 640]
ad-text: Διὰ τὸ Μέγα Ζυθοπωλεῖον Ἀδελφῶν Φραγκίσκου ὑπὸ τὸν ὑπουργὸν τῆς Παιδείας καὶ ὑπὸ τὴν νεοδμητον οἰκίαν Κωνσταντινίδου.	[296, 1519, 508, 1602]
ad-text: Τὰ μηχανήματα ταῦτα τὰ πρῶτα εἰσαχθέντα ἐν Ἑλλάδι μέλλουσι νὰ ἀνακουφίσωσι τοὺς καταναλωτὰς ἀπὸ τὴν ἀκρίβειαν τῶν ξένων.	[976, 1525, 1268, 1591]
ad-text: Ἐθνικῆς Τραπέζης τῆς Ἑλλάδος. Τὴν 18 Σεπτεμβρίου 1903 ἡ γενικὴ κλήρωσις τῶν λαχειοφόρων ὁμολογιῶν. Κλῆρος ἀνώτατος 60,000 φρ. Τιμὴ ἑκάστης ὁμολογίας ἐπὶ τῆς ἀγορᾶς δραχ. 10. Πωλοῦνται δ' αὐτὸ μετρητοῖς καὶ μὲ δόσεις.	[1278, 1221, 1570, 1321]
headline: ΑΙ ΖΗΜΙΑΙ	[335, 1026, 469, 1055]
article-text: Κατὰ χθεσινὸν ἐπίσημον τηλεγράφημα πρὸς τὸ ὑπουργεῖον τῶν Ἐξωτερικῶν ἡ Α. Μ. ὁ Βασιλεὺς ἀνεχώρησε χθὲς ἐκ Μαριενβὰδ μεταβαίνων εἰς Κοπεγχάγην, ὡς ἀνήγγειλεν ἤδη καὶ ὁ ἐν Βιέννῃ ἡμέτερος συντάκτης ἀπὸ τῆς χθές.	[70, 891, 282, 1024]
ad-text: Ἀκόντια παρκέτων, κορνίζες διὰ πίνακα ζωγραφικῆς, εἴδη ἐξ ἄλλων πυρογραφίαν.	[1138, 857, 1570, 888]
headline: (ΗΠΕΙΡΩΤΗΣ)	[1073, 1665, 1171, 1681]
article-text: Εἰς τὸν ὑπουργὸν τῶν Οἰκονομικῶν κ. Ράλλην ἐκοινοποιήθη χθὲς τηλεγράφημα τῶν σταφιδοπαραγωγῶν τοῦ Αἰγίου ζητούντων νὰ ληφθῇ ἡ ὑψωθῇ εἰς συμβιβασιν καὶ αὐτῆς ἡ τιμὴ τῶν 130 δραχμ. ἐκ τῆς ἀγορᾶς Σταφιδικῆς Τράπεζης ἐκ 150 δρ. Ἡ Κυβέρνησις εἰς παρομοίαν ἐν ἀνάγκῃ διαβιβασθεῖσαν εἰσήγησιν ἀποδεχθεῖσα φαίνεται νὰ μὴν πρὸς τὰ σκοπὸν τοῦ Σταφιδοπαραγωγοῦ εἶχον. Ἡ μόνη κατὰ τὴν Συνοδὸν τῆς ζητήματος εἶναι ἐπειδὴ ἡ Κυβέρνησις δὲν δύναται νὰ ἐπεμβῇ καθ' ἑαυτὴν διότι ἡ Σταφιδικὴ Τράπεζα εἶναι ἀνεξάρτητον ἵδρυμα. Ἡ τιμὴ ὅμως τῆς ἀγορᾶς θὰ αὐξηθῇ κατὰ 10 δραχ. ἀνὰ χιλιόλιτρον. Οἱ βουλευταὶ κ. Γόρδης καὶ Φωτίλας παρέστησαν εἰς τὸν κ. Ράλλην καὶ ὁ κ. Γούναρης καὶ ὁ ἐκ τῶν Πατρῶν κ. Γκόγκος.	[70, 1731, 282, 2166]
headline: ΣΥΦΙΛΙΔΟΛΟΓΟΣ - ΠΑΘΟΛΟΓΟΣ	[1032, 1686, 1212, 1729]
ad-text: Εἴδη καρροποιΐας ἐν γένει.	[1150, 950, 1315, 965]
divider	[134, 837, 219, 838]
ad-text: Τὸ μόνον εἰδικὸν διὰ Ἐπιπλεσχόλεων, ἕδρας, θρανία, πίνακας κλπ.	[1150, 929, 1563, 944]
divider	[522, 885, 734, 886]
headline: PAPIER SULFURISÉ	[307, 1754, 497, 1776]
headline: ΕΜΠΟΡΙΚΟΥ ΚΑΤΑΣΤΗΜΑΤΟΣ	[794, 2017, 914, 2050]
column-rule	[515, 112, 516, 2152]
ad-text: Τὰ παρὰ τῶν ἐργαστηρίων Jobst-Zimmer σκευάσματα διατίθενται εἰς τὰ φαρμακεῖα καὶ φαρμακαποθήκας. Πωλεῖται εἰς ὅλα τὰ φαρμακεῖα.	[748, 1896, 960, 1979]
column-3	[522, 112, 734, 2201]
ad-text: Κορδόνια Σοῦπλα, Ἀρμονίαι, Γωνίες τοίχων, Κάλυκα χρωματα καὶ ἀπὸ Ξυλοπαρκέτα ὑποδομῆς γαλλικὰ κλπ. καὶ ὅλα αὐτὰ ἀπευθεῖας εὐθηνότερα τῶν ἄλλων ἐργοστασίων.	[1138, 1001, 1570, 1048]
ad-text: Γνωστοποιεῖται ὅτι τὸ κατάστημα τῆς ὁδοῦ Ἑρμοῦ ἀρ. 53 πωλεῖται διὰ δημοπρασίας. Ἐμπορεύματα ξένα, συνέπειες πλειστηριασμοῦ ἐν Ἀθήναις τῇ 30 Αὐγ.	[748, 2055, 960, 2154]
article-text: Ἐν Σόφιᾳ παρατηρεῖται μεγάλη ἐξέγερσις τῶν πνευμάτων καὶ ρεῦμα ἀντιδυναστικόν. Δ. Κ.	[748, 1011, 960, 1077]
divider	[748, 1986, 960, 1987]
article-text: Οἱ ἄθραι αὐτοὶ μεταβαίνουσιν εἰς Μακεδονίαν τῶν στρατιωτικῶν ἀκολούθων ἐγένοντο κατόπιν διαταγῆς ἐκ μέρους τῆς Κυβερνήσεως τοῦ Σουλτάνου, αἵτινες ἀνέθηκαν εἰς αὐτοὺς ὅπως ἐξετάσουν ἐὰν εἶναι ἀληθῆ τὰ καταγγελλόμενα ὑπὸ τῆς τουρκικῆς Κυβερνήσεως περὶ τῶν βουλγάρων ληστανταρτῶν.	[296, 336, 508, 520]
ad-text: Ὁ Κηρωτὸς οὗτος Χάρτης (Papier sulfurisé) εἶναι ἀδιαπέραστος ὑπὸ τοῦ ὕδατος, τοῦ ἀέρος καὶ τοῦ ἐλαίου. Εἶναι ἀπολύτως ἄσηπτος καὶ δὲν φθείρεται οὔτε ἐὰν μείνῃ εἰς ὕδωρ. Χρησιμοποιεῖται διὰ τὴν περιτύλιξιν τῶν βουτύρων, τυριῶν, κρεάτων, ἀλλαντικῶν καὶ ἐν γένει ὅλων τῶν τροφίμων καὶ ἀντικειμένων ἅτινα πρέπει νὰ μένωσιν ἀπρόσβλητα ἀπὸ τὸν ἀέρα. Εἰς τὰ οἰκιακὰ εἰς τὰ φαρμακεῖα εἰς τὰ μυροπωλεῖα καὶ ἀλλαχοῦ.	[296, 1836, 508, 2086]
